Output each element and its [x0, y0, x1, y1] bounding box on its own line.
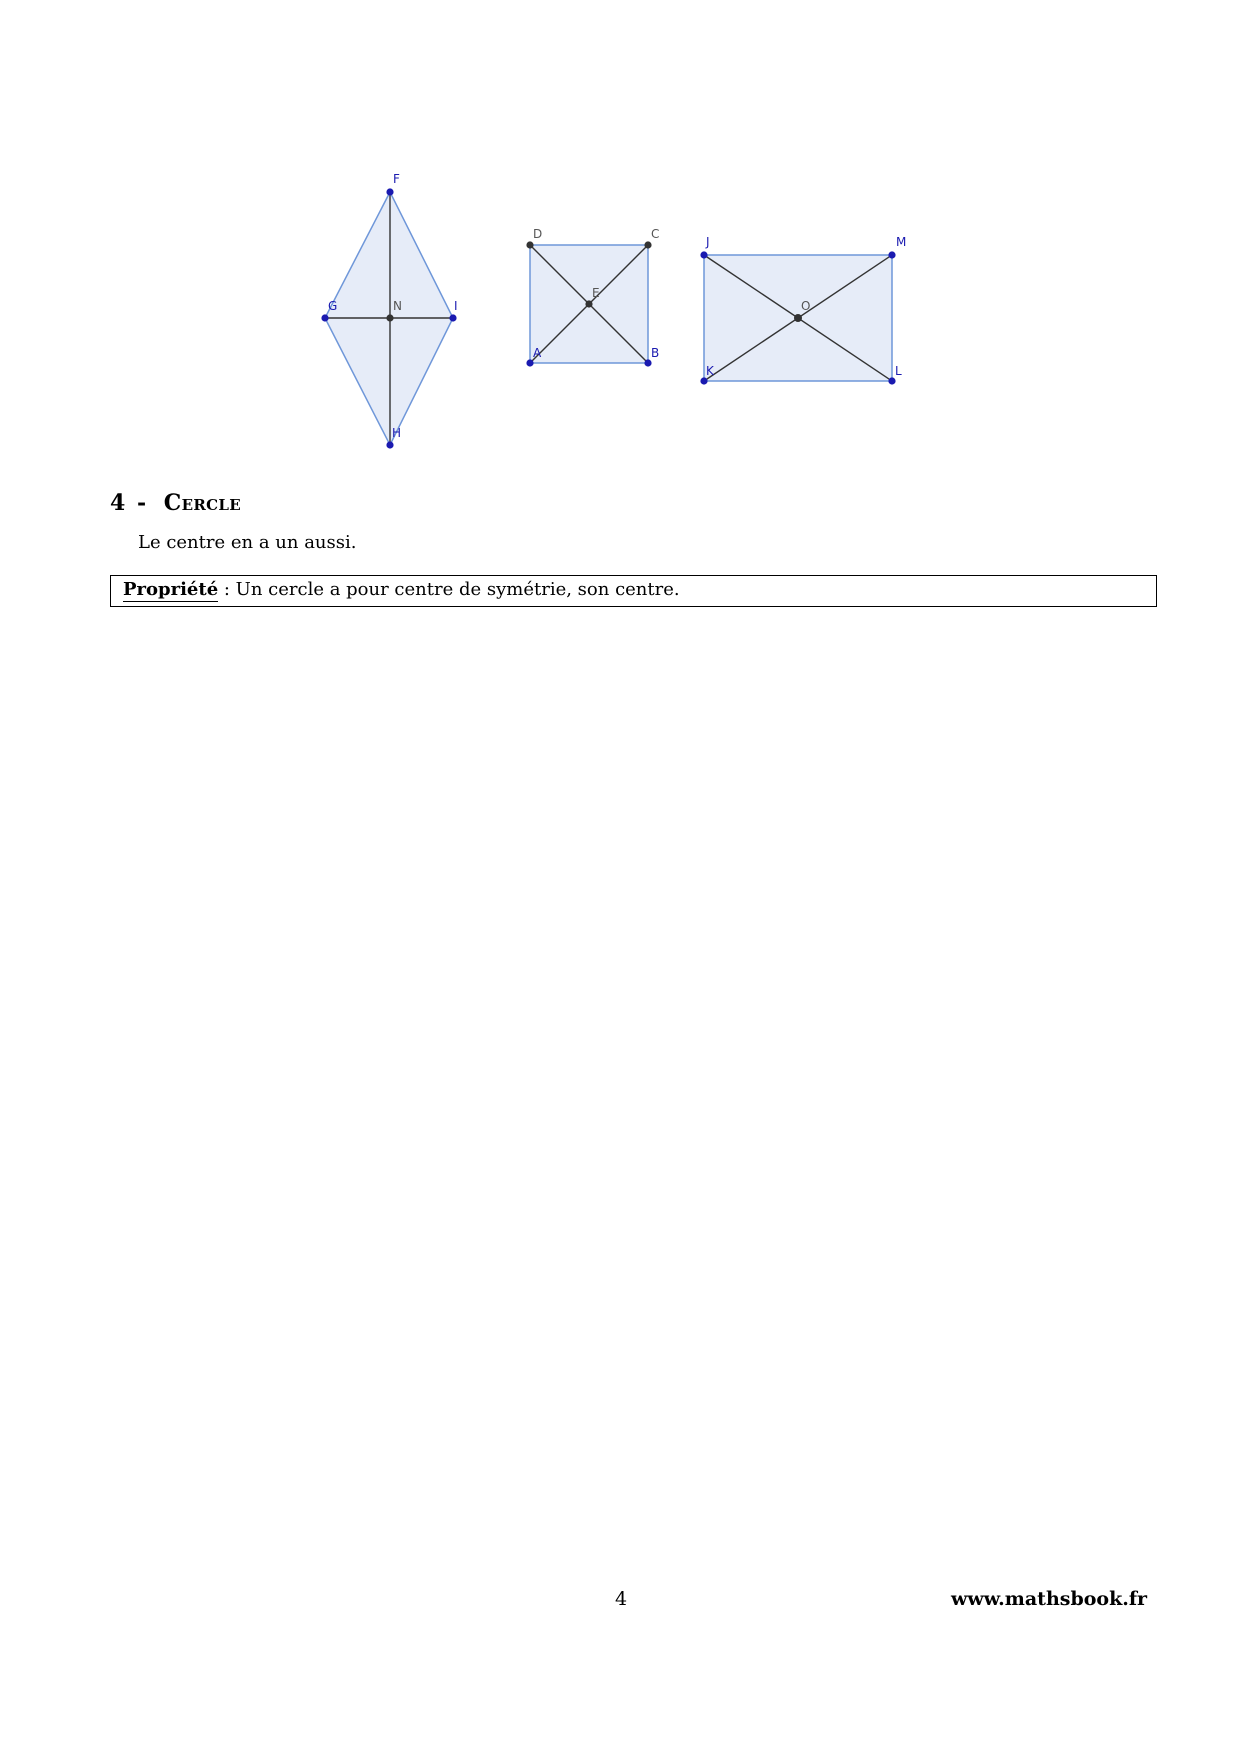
- figures-svg: [0, 0, 1239, 480]
- point-l: [888, 377, 895, 384]
- label-n: N: [393, 299, 402, 313]
- point-b: [644, 359, 651, 366]
- point-c: [644, 241, 651, 248]
- point-k: [700, 377, 707, 384]
- property-text: : Un cercle a pour centre de symétrie, son centre.: [218, 579, 680, 600]
- section-heading: [110, 490, 241, 516]
- label-m: M: [896, 235, 907, 249]
- point-f: [386, 188, 393, 195]
- point-o: [794, 314, 802, 322]
- section-number: 4: [110, 490, 126, 516]
- rhombus-figure: [321, 172, 457, 449]
- section-title: Cercle: [163, 490, 241, 516]
- label-g: G: [328, 299, 338, 313]
- square-figure: [526, 227, 659, 367]
- rectangle-figure: [700, 235, 906, 385]
- label-j: J: [706, 235, 710, 249]
- label-d: D: [533, 227, 543, 241]
- site-url: www.mathsbook.fr: [951, 1588, 1148, 1610]
- point-i: [449, 314, 456, 321]
- point-a: [526, 359, 533, 366]
- point-g: [321, 314, 328, 321]
- section-separator: -: [136, 490, 147, 516]
- point-e: [585, 300, 592, 307]
- label-f: F: [393, 172, 400, 186]
- property-label: Propriété: [123, 579, 219, 600]
- label-c: C: [651, 227, 660, 241]
- point-m: [888, 251, 895, 258]
- label-h: H: [392, 426, 402, 440]
- point-n: [386, 314, 393, 321]
- label-b: B: [651, 346, 660, 360]
- point-j: [700, 251, 707, 258]
- label-i: I: [454, 299, 458, 313]
- label-k: K: [706, 364, 714, 378]
- page-number: 4: [615, 1588, 628, 1610]
- label-a: A: [533, 346, 542, 360]
- label-e: E: [592, 286, 600, 300]
- label-l: L: [895, 364, 902, 378]
- property-box: [110, 575, 1157, 607]
- intro-text: Le centre en a un aussi.: [138, 532, 357, 553]
- point-d: [526, 241, 533, 248]
- label-o: O: [801, 299, 811, 313]
- point-h: [386, 441, 393, 448]
